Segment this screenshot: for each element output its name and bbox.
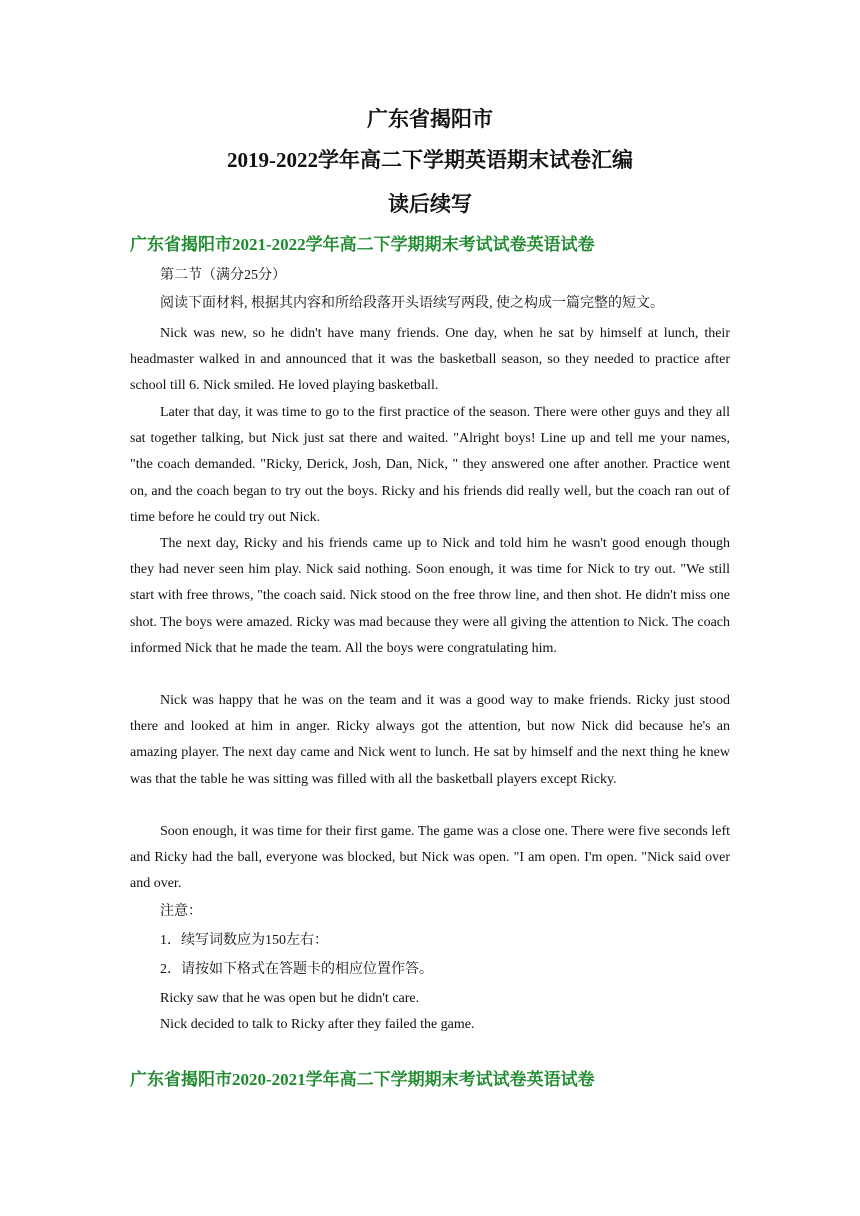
instruction-text: 阅读下面材料, 根据其内容和所给段落开头语续写两段, 使之构成一篇完整的短文。 [160, 296, 664, 311]
doc-title-topic: 读后续写 [388, 192, 472, 216]
section-heading-2021-2022: 广东省揭阳市2021-2022学年高二下学期期末考试试卷英语试卷 [130, 235, 595, 254]
doc-title-years: 2019-2022学年高二下学期英语期末试卷汇编 [227, 148, 633, 172]
continuation-opener-1: Ricky saw that he was open but he didn't care. [160, 991, 420, 1006]
passage-paragraph-2: Later that day, it was time to go to the first practice of the season. There were other guys and they all sat together talking, but Nick just sat there and waited. "Alright boys! Line up and tell me your names, "the coach demanded. "Ricky, Derick, Josh, Dan, Nick, " they answered one after another. Practice went on, and the coach began to try out the boys. Ricky and his friends did really well, but the coach ran out of time before he could try out Nick. [130, 405, 730, 525]
passage-paragraph-1: Nick was new, so he didn't have many friends. One day, when he sat by himself at lunch, their headmaster walked in and announced that it was the basketball season, so they needed to practice after school till 6. Nick smiled. He loved playing basketball. [130, 326, 730, 394]
note-item-2: 2．请按如下格式在答题卡的相应位置作答。 [160, 962, 433, 977]
passage-paragraph-4: Nick was happy that he was on the team and it was a good way to make friends. Ricky just stood there and looked at him in anger. Ricky always got the attention, but now Nick did because he's an amazing player. The next day came and Nick went to lunch. He sat by himself and the next thing he knew was that the table he was sitting was filled with all the basketball players except Ricky. [130, 693, 730, 787]
section-heading-2020-2021: 广东省揭阳市2020-2021学年高二下学期期末考试试卷英语试卷 [130, 1070, 595, 1089]
passage-paragraph-3: The next day, Ricky and his friends came up to Nick and told him he wasn't good enough though they had never seen him play. Nick said nothing. Soon enough, it was time for Nick to try out. "We still start with free throws, "the coach said. Nick stood on the free throw line, and then shot. He didn't miss one shot. The boys were amazed. Ricky was mad because they were all giving the attention to Nick. The coach informed Nick that he made the team. All the boys were congratulating him. [130, 536, 730, 656]
note-item-1: 1．续写词数应为150左右： [160, 933, 328, 948]
doc-title-region: 广东省揭阳市 [367, 107, 493, 131]
passage-paragraph-5: Soon enough, it was time for their first game. The game was a close one. There were five seconds left and Ricky had the ball, everyone was blocked, but Nick was open. "I am open. I'm open. "Nick said over and over. [130, 824, 730, 892]
continuation-opener-2: Nick decided to talk to Ricky after they failed the game. [160, 1017, 475, 1032]
part-label: 第二节（满分25分） [160, 268, 286, 283]
notes-label: 注意： [160, 904, 202, 919]
